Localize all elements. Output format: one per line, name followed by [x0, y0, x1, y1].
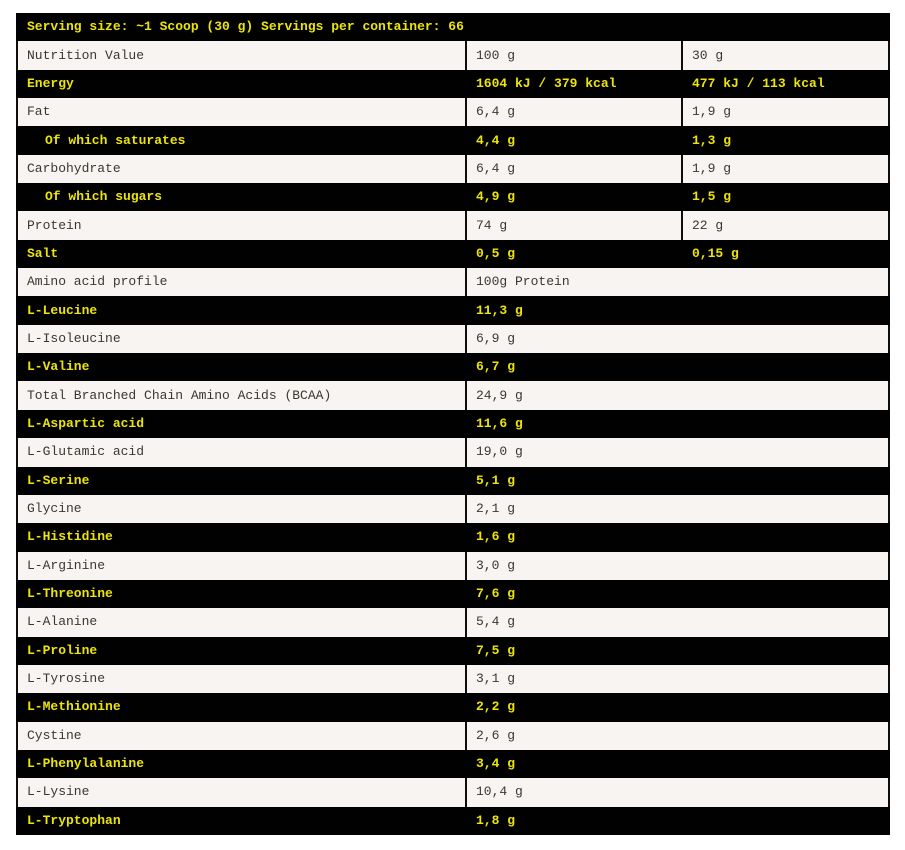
- row-value: 1,8 g: [467, 807, 890, 835]
- row-label: L-Proline: [16, 637, 467, 665]
- row-value-per-100g: 4,9 g: [467, 183, 683, 211]
- table-row: [16, 438, 890, 466]
- row-value: 3,4 g: [467, 750, 890, 778]
- table-row: [16, 98, 890, 126]
- table-body: [16, 41, 890, 835]
- table-row: [16, 211, 890, 239]
- row-label: L-Tyrosine: [16, 665, 467, 693]
- table-row: [16, 552, 890, 580]
- row-value-per-100g: 100 g: [467, 41, 683, 69]
- row-value: 1,6 g: [467, 523, 890, 551]
- table-row: [16, 410, 890, 438]
- row-value: 11,6 g: [467, 410, 890, 438]
- table-row: [16, 608, 890, 636]
- row-value-per-30g: 1,9 g: [683, 155, 890, 183]
- row-value-per-30g: 0,15 g: [683, 240, 890, 268]
- row-label: Fat: [16, 98, 467, 126]
- table-row: [16, 296, 890, 324]
- table-row: [16, 580, 890, 608]
- table-row: [16, 41, 890, 69]
- table-row: [16, 155, 890, 183]
- row-label: L-Phenylalanine: [16, 750, 467, 778]
- row-label: Glycine: [16, 495, 467, 523]
- row-value-per-100g: 74 g: [467, 211, 683, 239]
- row-value: 2,2 g: [467, 693, 890, 721]
- table-row: [16, 183, 890, 211]
- table-row: [16, 325, 890, 353]
- table-row: [16, 268, 890, 296]
- row-value: 3,0 g: [467, 552, 890, 580]
- table-row: [16, 70, 890, 98]
- row-label: L-Lysine: [16, 778, 467, 806]
- table-row: [16, 353, 890, 381]
- row-label: L-Histidine: [16, 523, 467, 551]
- row-value: 7,5 g: [467, 637, 890, 665]
- table-row: [16, 381, 890, 409]
- row-label: L-Arginine: [16, 552, 467, 580]
- row-label: L-Serine: [16, 467, 467, 495]
- row-label: Of which sugars: [16, 183, 467, 211]
- row-value: 3,1 g: [467, 665, 890, 693]
- table-row: [16, 778, 890, 806]
- row-value: 6,9 g: [467, 325, 890, 353]
- row-label: Salt: [16, 240, 467, 268]
- row-label: Energy: [16, 70, 467, 98]
- row-value: 2,1 g: [467, 495, 890, 523]
- row-label: Carbohydrate: [16, 155, 467, 183]
- table-row: [16, 637, 890, 665]
- row-value-per-30g: 22 g: [683, 211, 890, 239]
- row-value: 19,0 g: [467, 438, 890, 466]
- row-value-per-30g: 1,5 g: [683, 183, 890, 211]
- row-label: Nutrition Value: [16, 41, 467, 69]
- row-label: Total Branched Chain Amino Acids (BCAA): [16, 381, 467, 409]
- row-value-per-30g: 1,3 g: [683, 126, 890, 154]
- row-label: L-Alanine: [16, 608, 467, 636]
- row-value: 6,7 g: [467, 353, 890, 381]
- row-value-per-100g: 4,4 g: [467, 126, 683, 154]
- row-value: 100g Protein: [467, 268, 890, 296]
- row-value-per-100g: 1604 kJ / 379 kcal: [467, 70, 683, 98]
- row-label: L-Leucine: [16, 296, 467, 324]
- row-label: L-Aspartic acid: [16, 410, 467, 438]
- table-row: [16, 750, 890, 778]
- row-value: 11,3 g: [467, 296, 890, 324]
- table-row: [16, 495, 890, 523]
- row-label: L-Threonine: [16, 580, 467, 608]
- row-label: Amino acid profile: [16, 268, 467, 296]
- row-label: L-Tryptophan: [16, 807, 467, 835]
- row-value: 5,4 g: [467, 608, 890, 636]
- serving-size-header-row: [16, 13, 890, 41]
- table-row: [16, 807, 890, 835]
- row-label: L-Isoleucine: [16, 325, 467, 353]
- table-row: [16, 467, 890, 495]
- nutrition-table: [16, 13, 890, 835]
- row-value-per-30g: 30 g: [683, 41, 890, 69]
- row-label: Cystine: [16, 722, 467, 750]
- row-value-per-100g: 6,4 g: [467, 98, 683, 126]
- row-label: L-Methionine: [16, 693, 467, 721]
- row-value-per-100g: 0,5 g: [467, 240, 683, 268]
- row-label: L-Valine: [16, 353, 467, 381]
- row-value-per-30g: 477 kJ / 113 kcal: [683, 70, 890, 98]
- table-row: [16, 523, 890, 551]
- table-row: [16, 693, 890, 721]
- row-value: 10,4 g: [467, 778, 890, 806]
- row-value: 7,6 g: [467, 580, 890, 608]
- table-row: [16, 240, 890, 268]
- row-label: Of which saturates: [16, 126, 467, 154]
- row-value: 5,1 g: [467, 467, 890, 495]
- row-label: Protein: [16, 211, 467, 239]
- row-value-per-30g: 1,9 g: [683, 98, 890, 126]
- serving-size-label: Serving size: ~1 Scoop (30 g) Servings per container: 66: [16, 13, 890, 41]
- row-value: 24,9 g: [467, 381, 890, 409]
- table-row: [16, 665, 890, 693]
- table-row: [16, 722, 890, 750]
- row-value-per-100g: 6,4 g: [467, 155, 683, 183]
- row-value: 2,6 g: [467, 722, 890, 750]
- row-label: L-Glutamic acid: [16, 438, 467, 466]
- table-row: [16, 126, 890, 154]
